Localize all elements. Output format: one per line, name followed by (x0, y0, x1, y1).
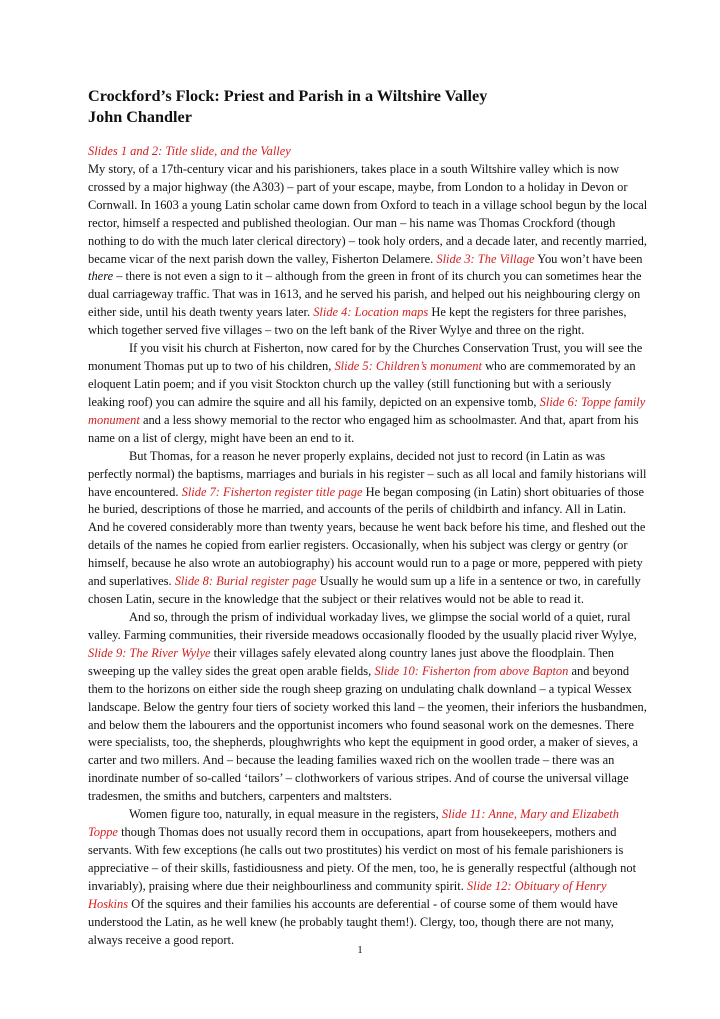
paragraph (88, 448, 648, 609)
title-block (88, 86, 648, 128)
body-text-run: Women figure too, naturally, in equal measure in the registers, (129, 807, 442, 822)
paragraph (88, 340, 648, 448)
paragraph (88, 806, 648, 949)
paragraph (88, 161, 648, 340)
slide-reference: Slide 5: Children’s monument (334, 359, 482, 374)
slide-reference: Slide 7: Fisherton register title page (181, 484, 363, 499)
slide-reference: Slide 10: Fisherton from above Bapton (374, 663, 569, 678)
slide-reference: Slide 3: The Village (436, 251, 535, 266)
slide-reference: Slide 6: Toppe family monument (88, 394, 646, 427)
body-text-run: who are commemorated by an eloquent Latin poem; and if you visit Stockton church up the valley (still functioning but with a seriously leaking roof) you can admire the squire and all his family, depicted on an expensive tomb, (88, 359, 636, 409)
body-text-run: their villages safely elevated along country lanes just above the floodplain. Then sweeping up the valley sides the great open arable fields, (88, 645, 615, 678)
body-text-run: and a less showy memorial to the rector who engaged him as schoolmaster. And that, apart from his name on a list of clergy, might have been an end to it. (88, 412, 639, 445)
slide-heading: Slides 1 and 2: Title slide, and the Valley (88, 144, 291, 158)
body-text-run: He began composing (in Latin) short obituaries of those he buried, descriptions of those he married, and accounts of the perils of childbirth and infancy. All in Latin. And he covered considerably more than twenty years, because he went back before his time, and fleshed out the details of the names he copied from earlier registers. Occasionally, when his subject was clergy or gentry (or himself, because he also wrote an autobiography) his account would run to a page or more, peppered with piety and superlatives. (88, 484, 646, 589)
page-number: 1 (357, 944, 363, 956)
body-text-run: But Thomas, for a reason he never properly explains, decided not just to record (in Latin as was perfectly normal) the baptisms, marriages and burials in his register – such as all local and family historians will have encountered. (88, 448, 647, 499)
slide-reference: Slide 12: Obituary of Henry Hoskins (88, 878, 607, 911)
emphasis-text: there (88, 269, 114, 284)
body-text (88, 161, 648, 950)
slide-reference: Slide 9: The River Wylye (88, 645, 211, 660)
document-author: John Chandler (88, 108, 192, 126)
body-text-run: He kept the registers for three parishes, which together served five villages – two on the left bank of the River Wylye and three on the right. (88, 305, 627, 338)
body-text-run: And so, through the prism of individual workaday lives, we glimpse the social world of a quiet, rural valley. Farming communities, their riverside meadows occasionally flooded by the usually placid river Wylye, (88, 609, 637, 642)
body-text-run: – there is not even a sign to it – although from the green in front of its church you can sometimes hear the dual carriageway traffic. That was in 1613, and he served his parish, and helped out his neighbouring clergy on either side, until his death twenty years later. (88, 269, 642, 320)
body-text-run: though Thomas does not usually record them in occupations, apart from housekeepers, mothers and servants. With few exceptions (he calls out two prostitutes) his verdict on most of his female parishioners is appreciative – of their skills, fastidiousness and piety. Of the men, too, he is generally respectful (although not invariably), praising where due their neighbourliness and community spirit. (88, 825, 637, 893)
body-text-run: You won’t have been (534, 251, 643, 266)
slide-reference: Slide 11: Anne, Mary and Elizabeth Toppe (88, 807, 619, 840)
document-title: Crockford’s Flock: Priest and Parish in a Wiltshire Valley (88, 87, 488, 105)
body-text-run: My story, of a 17th-century vicar and his parishioners, takes place in a south Wiltshire valley which is now crossed by a major highway (the A303) – part of your escape, maybe, from London to a holiday in Devon or Cornwall. In 1603 a young Latin scholar came down from Oxford to teach in a village school begun by the local rector, himself a respected and published theologian. Our man – his name was Thomas Crockford (though nothing to do with the much later clerical directory) – took holy orders, and a decade later, and recently married, became vicar of the next parish down the valley, Fisherton Delamere. (88, 161, 648, 266)
slide-reference: Slide 8: Burial register page (174, 574, 317, 589)
document-page (88, 86, 648, 949)
body-text-run: If you visit his church at Fisherton, now cared for by the Churches Conservation Trust, you will see the monument Thomas put up to two of his children, (88, 341, 643, 374)
paragraph (88, 609, 648, 806)
body-text-run: and beyond them to the horizons on either side the rough sheep grazing on undulating chalk downland – a typical Wessex landscape. Below the gentry four tiers of society worked this land – the yeomen, their inferiors the husbandmen, and below them the labourers and the opportunist incomers who found seasonal work on the demesnes. There were specialists, too, the shepherds, ploughwrights who kept the equipment in good order, a maker of sieves, a carter and two millers. And – because the leading families waxed rich on the woollen trade – there was an inordinate number of so-called ‘tailors’ – clothworkers of various stripes. And of course the universal village tradesmen, the smiths and butchers, carpenters and maltsters. (88, 663, 647, 804)
body-text-run: Usually he would sum up a life in a sentence or two, in carefully chosen Latin, secure in the knowledge that the subject or their relatives would not be able to read it. (88, 574, 641, 607)
slide-reference: Slide 4: Location maps (313, 305, 429, 320)
body-text-run: Of the squires and their families his accounts are deferential - of course some of them would have understood the Latin, as he well knew (he probably taught them!). Clergy, too, though there are not many, always receive a good report. (88, 896, 618, 947)
